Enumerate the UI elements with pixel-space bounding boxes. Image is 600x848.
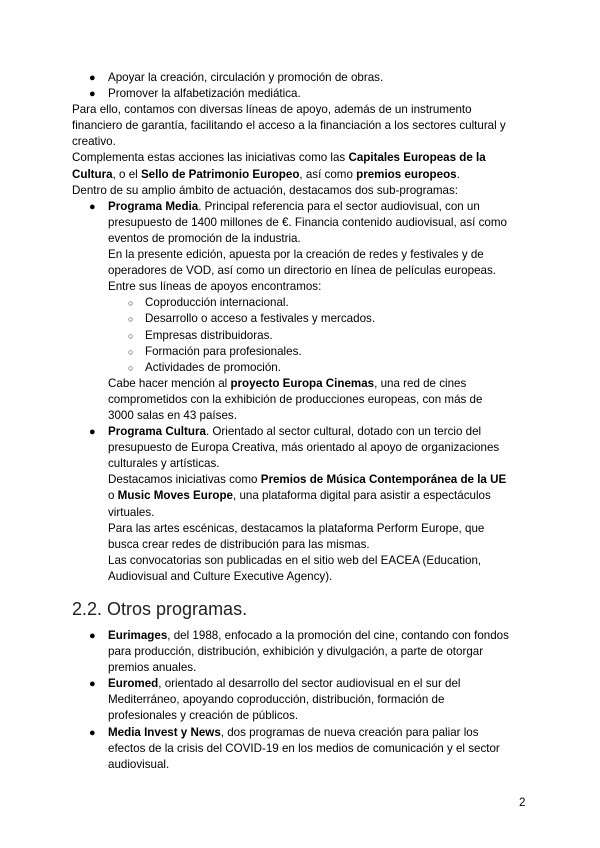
text-line bbox=[0, 488, 600, 504]
line-text bbox=[108, 488, 491, 504]
line-text bbox=[108, 440, 499, 456]
text-line bbox=[0, 376, 600, 392]
sub-list-item bbox=[0, 328, 600, 344]
line-text bbox=[108, 231, 301, 247]
text: , orientado al desarrollo del sector audiovisual en el sur del bbox=[158, 677, 461, 691]
text: operadores de VOD, así como un directorio en línea de películas europeas. bbox=[108, 264, 496, 278]
line-text bbox=[108, 456, 219, 472]
text: Mediterráneo, apoyando coproducción, distribución, formación de bbox=[108, 693, 445, 707]
text-line bbox=[0, 692, 600, 708]
bold-text: proyecto Europa Cinemas bbox=[230, 376, 375, 390]
line-text bbox=[108, 725, 479, 741]
line-text bbox=[145, 344, 302, 360]
line-text bbox=[145, 328, 273, 344]
line-text bbox=[72, 183, 458, 199]
line-text bbox=[72, 102, 472, 118]
text: para producción, distribución, exhibición y divulgación, a parte de otorgar bbox=[108, 645, 484, 659]
text: virtuales. bbox=[108, 505, 155, 519]
bullet-icon: ● bbox=[89, 88, 96, 101]
list-item bbox=[0, 725, 600, 741]
line-text bbox=[108, 86, 301, 102]
text: Apoyar la creación, circulación y promoción de obras. bbox=[108, 71, 384, 84]
text-line bbox=[0, 279, 600, 295]
text-line bbox=[0, 741, 600, 757]
bold-text: premios europeos bbox=[356, 167, 457, 181]
bullet-icon: ● bbox=[89, 678, 96, 691]
text: , una plataforma digital para asistir a espectáculos bbox=[233, 489, 491, 503]
text: Para ello, contamos con diversas líneas de apoyo, además de un instrumento bbox=[72, 103, 472, 117]
line-text bbox=[108, 676, 461, 692]
circle-bullet-icon: ○ bbox=[128, 362, 134, 373]
text: busca crear redes de distribución para las mismas. bbox=[108, 537, 370, 551]
text: Desarrollo o acceso a festivales y mercados. bbox=[145, 312, 376, 326]
text: . bbox=[456, 167, 460, 181]
text: audiovisual. bbox=[108, 757, 170, 771]
line-text bbox=[108, 263, 496, 279]
line-text bbox=[72, 167, 460, 183]
line-text bbox=[72, 134, 116, 150]
bullet-icon: ● bbox=[89, 200, 96, 213]
text: creativo. bbox=[72, 135, 116, 149]
text: eventos de promoción de la industria. bbox=[108, 231, 301, 245]
text: , o el bbox=[112, 167, 141, 181]
line-text bbox=[108, 628, 509, 644]
line-text bbox=[72, 150, 486, 166]
circle-bullet-icon: ○ bbox=[128, 330, 134, 341]
text-line bbox=[0, 231, 600, 247]
line-text bbox=[108, 199, 480, 215]
text: 3000 salas en 43 países. bbox=[108, 408, 237, 422]
line-text bbox=[108, 215, 507, 231]
bullet-icon: ● bbox=[89, 426, 96, 439]
text: Complementa estas acciones las iniciativas como las bbox=[72, 151, 349, 165]
text: Cabe hacer mención al bbox=[108, 376, 231, 390]
text: Entre sus líneas de apoyos encontramos: bbox=[108, 280, 322, 294]
circle-bullet-icon: ○ bbox=[128, 346, 134, 357]
list-item bbox=[0, 676, 600, 692]
text: efectos de la crisis del COVID-19 en los medios de comunicación y el sector bbox=[108, 741, 500, 755]
text: , dos programas de nueva creación para paliar los bbox=[220, 725, 479, 739]
text: o bbox=[108, 489, 118, 503]
text-line bbox=[0, 134, 600, 150]
bold-text: Programa Cultura bbox=[108, 425, 206, 439]
line-text bbox=[72, 118, 506, 134]
text-line bbox=[0, 247, 600, 263]
line-text bbox=[108, 692, 444, 708]
text-line bbox=[0, 150, 600, 166]
text-line bbox=[0, 215, 600, 231]
text: Dentro de su amplio ámbito de actuación, destacamos dos sub-programas: bbox=[72, 183, 459, 197]
text-line bbox=[0, 644, 600, 660]
bold-text: Capitales Europeas de la bbox=[348, 151, 486, 165]
sub-list-item bbox=[0, 295, 600, 311]
text: Actividades de promoción. bbox=[145, 360, 281, 374]
other-programs-list bbox=[0, 628, 600, 773]
bold-text: Music Moves Europe bbox=[117, 489, 233, 503]
line-text bbox=[108, 247, 484, 263]
line-text bbox=[108, 376, 466, 392]
text-line bbox=[0, 392, 600, 408]
text: comprometidos con la exhibición de producciones europeas, con más de bbox=[108, 392, 483, 406]
text-line bbox=[0, 505, 600, 521]
text-line bbox=[0, 102, 600, 118]
text: Para las artes escénicas, destacamos la plataforma Perform Europe, que bbox=[108, 521, 485, 535]
text: premios anuales. bbox=[108, 661, 197, 675]
bold-text: Sello de Patrimonio Europeo bbox=[140, 167, 300, 181]
bold-text: Euromed bbox=[108, 677, 159, 691]
text: . Principal referencia para el sector audiovisual, con un bbox=[198, 199, 480, 213]
bullet-icon: ● bbox=[89, 726, 96, 739]
list-item bbox=[0, 70, 600, 86]
text-line bbox=[0, 408, 600, 424]
bullet-icon: ● bbox=[89, 630, 96, 642]
sub-list-item bbox=[0, 311, 600, 327]
text-line bbox=[0, 456, 600, 472]
section-body bbox=[0, 70, 600, 585]
list-item bbox=[0, 199, 600, 215]
text-line bbox=[0, 118, 600, 134]
text-line bbox=[0, 263, 600, 279]
line-text bbox=[145, 311, 375, 327]
sub-list-item bbox=[0, 344, 600, 360]
bold-text: Cultura bbox=[72, 167, 113, 181]
text: culturales y artísticas. bbox=[108, 457, 220, 471]
line-text bbox=[108, 644, 483, 660]
line-text bbox=[108, 424, 481, 440]
line-text bbox=[108, 505, 154, 521]
list-item bbox=[0, 628, 600, 644]
text-line bbox=[0, 537, 600, 553]
section-heading: 2.2. Otros programas. bbox=[72, 599, 248, 619]
text: Audiovisual and Culture Executive Agency). bbox=[108, 569, 333, 583]
bold-text: Media Invest y News bbox=[108, 725, 221, 739]
text: . Orientado al sector cultural, dotado con un tercio del bbox=[205, 425, 482, 439]
text-line bbox=[0, 660, 600, 676]
circle-bullet-icon: ○ bbox=[128, 298, 134, 309]
line-text bbox=[108, 408, 237, 424]
bold-text: Programa Media bbox=[108, 199, 199, 213]
text: presupuesto de Europa Creativa, más orientado al apoyo de organizaciones bbox=[108, 441, 500, 455]
sub-list-item bbox=[0, 360, 600, 376]
text-line bbox=[0, 757, 600, 773]
line-text bbox=[108, 521, 484, 537]
text: financiero de garantía, facilitando el acceso a la financiación a los sectores cultural y bbox=[72, 119, 506, 133]
line-text bbox=[108, 569, 332, 585]
text-line bbox=[0, 553, 600, 569]
text: profesionales y creación de públicos. bbox=[108, 709, 299, 723]
circle-bullet-icon: ○ bbox=[128, 314, 134, 325]
text: presupuesto de 1400 millones de €. Financia contenido audiovisual, así como bbox=[108, 215, 507, 229]
list-item bbox=[0, 424, 600, 440]
text: Empresas distribuidoras. bbox=[145, 328, 273, 342]
text-line bbox=[0, 521, 600, 537]
text-line bbox=[0, 183, 600, 199]
list-item bbox=[0, 86, 600, 102]
line-text bbox=[108, 279, 321, 295]
line-text bbox=[108, 537, 370, 553]
line-text bbox=[108, 708, 298, 724]
text-line bbox=[0, 472, 600, 488]
line-text bbox=[108, 660, 196, 676]
line-text bbox=[108, 392, 482, 408]
text-line bbox=[0, 167, 600, 183]
line-text bbox=[108, 472, 506, 488]
text: En la presente edición, apuesta por la creación de redes y festivales y de bbox=[108, 248, 484, 262]
bold-text: Eurimages bbox=[108, 629, 168, 642]
line-text bbox=[145, 360, 281, 376]
text-line bbox=[0, 569, 600, 585]
text: Destacamos iniciativas como bbox=[108, 473, 261, 487]
text: Las convocatorias son publicadas en el sitio web del EACEA (Education, bbox=[108, 553, 482, 567]
text-line bbox=[0, 708, 600, 724]
line-text bbox=[108, 741, 500, 757]
text: , así como bbox=[299, 167, 357, 181]
line-text bbox=[108, 70, 383, 86]
page-number: 2 bbox=[519, 796, 526, 809]
line-text bbox=[108, 757, 169, 773]
bold-text: Premios de Música Contemporánea de la UE bbox=[260, 473, 507, 487]
text: Coproducción internacional. bbox=[145, 296, 289, 310]
line-text bbox=[108, 553, 481, 569]
bullet-icon: ● bbox=[89, 72, 96, 84]
text: Formación para profesionales. bbox=[145, 344, 302, 358]
text-line bbox=[0, 440, 600, 456]
line-text bbox=[145, 295, 289, 311]
text: , una red de cines bbox=[374, 376, 467, 390]
text: , del 1988, enfocado a la promoción del cine, contando con fondos bbox=[167, 629, 509, 642]
text: Promover la alfabetización mediática. bbox=[108, 87, 301, 101]
